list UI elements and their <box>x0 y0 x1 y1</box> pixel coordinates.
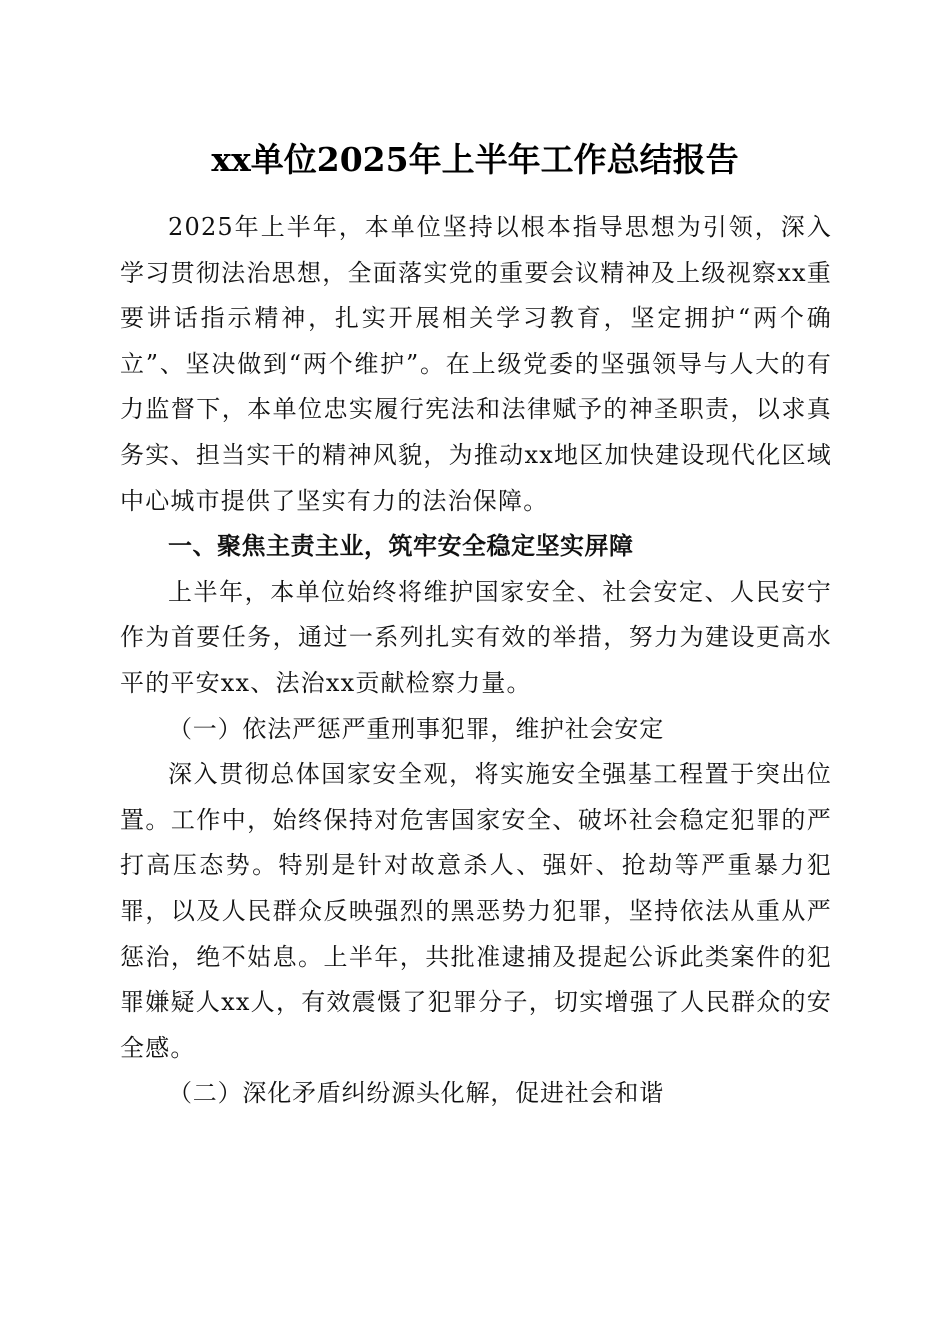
document-title: xx单位2025年上半年工作总结报告 <box>211 140 739 179</box>
document-body <box>120 205 832 1117</box>
section-heading-1: 一、聚焦主责主业，筑牢安全稳定坚实屏障 <box>168 532 634 561</box>
intro-paragraph: 2025年上半年，本单位坚持以根本指导思想为引领，深入学习贯彻法治思想，全面落实党的重要会议精神及上级视察xx重要讲话指示精神，扎实开展相关学习教育，坚定拥护“两个确立”、坚决做到“两个维护”。在上级党委的坚强领导与人大的有力监督下，本单位忠实履行宪法和法律赋予的神圣职责，以求真务实、担当实干的精神风貌，为推动xx地区加快建设现代化区域中心城市提供了坚实有力的法治保障。 <box>120 213 832 515</box>
subsection-heading-1: （一）依法严惩严重刑事犯罪，维护社会安定 <box>168 714 664 743</box>
subsection-1-paragraph: 深入贯彻总体国家安全观，将实施安全强基工程置于突出位置。工作中，始终保持对危害国家安全、破坏社会稳定犯罪的严打高压态势。特别是针对故意杀人、强奸、抢劫等严重暴力犯罪，以及人民群众反映强烈的黑恶势力犯罪，坚持依法从重从严惩治，绝不姑息。上半年，共批准逮捕及提起公诉此类案件的犯罪嫌疑人xx人，有效震慑了犯罪分子，切实增强了人民群众的安全感。 <box>120 760 832 1062</box>
subsection-heading-2: （二）深化矛盾纠纷源头化解，促进社会和谐 <box>168 1079 664 1108</box>
section-1-paragraph: 上半年，本单位始终将维护国家安全、社会安定、人民安宁作为首要任务，通过一系列扎实有效的举措，努力为建设更高水平的平安xx、法治xx贡献检察力量。 <box>120 577 832 697</box>
